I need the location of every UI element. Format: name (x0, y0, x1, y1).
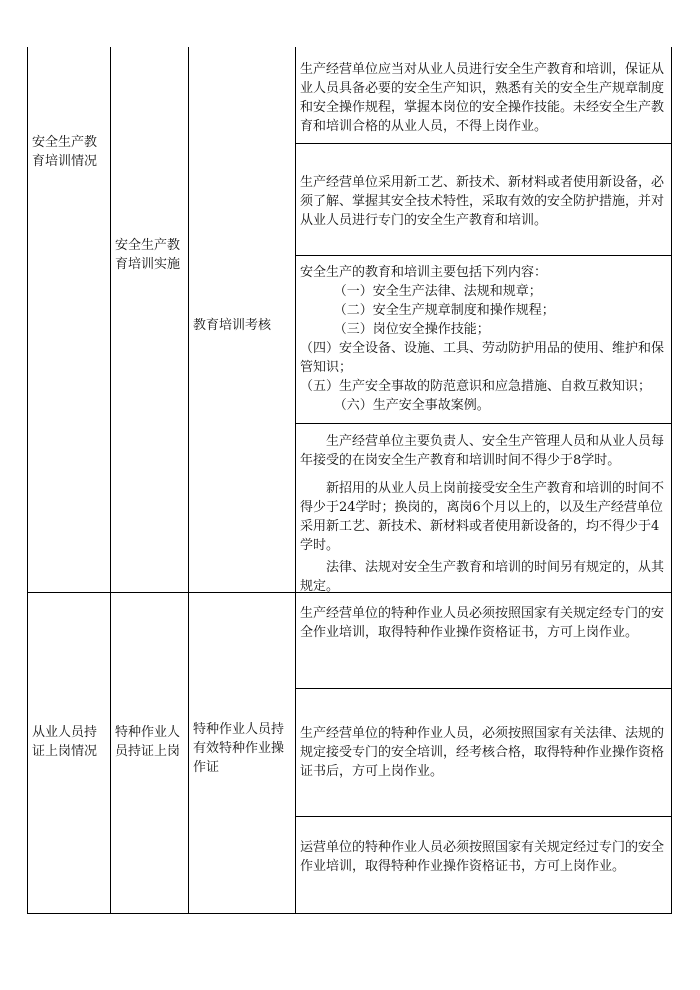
content-paragraph: 新招用的从业人员上岗前接受安全生产教育和培训的时间不得少于24学时；换岗的，离岗6个月以上的，以及生产经营单位采用新工艺、新技术、新材料或者使用新设备的，均不得少于4学时。 (300, 481, 665, 553)
list-item: （五）生产安全事故的防范意识和应急措施、自救互救知识； (300, 379, 652, 394)
content-cell (296, 60, 671, 136)
content-paragraph: 运营单位的特种作业人员必须按照国家有关规定经过专门的安全作业培训，取得特种作业操作资格证书，方可上岗作业。 (300, 840, 665, 874)
content-paragraph: 生产经营单位主要负责人、安全生产管理人员和从业人员每年接受的在岗安全生产教育和培训时间不得少于8学时。 (300, 434, 665, 468)
grid-line (295, 688, 672, 689)
content-cell (296, 432, 671, 596)
grid-line (110, 47, 111, 914)
item-label: 教育培训考核 (193, 317, 272, 333)
content-paragraph: 法律、法规对安全生产教育和培训的时间另有规定的，从其规定。 (300, 560, 665, 594)
subcategory-label: 特种作业人员持证上岗 (115, 725, 181, 759)
list-item: （一）安全生产法律、法规和规章； (333, 284, 542, 299)
list-item: （三）岗位安全操作技能； (333, 322, 490, 337)
content-cell (296, 173, 671, 230)
category-label: 安全生产教育培训情况 (32, 135, 98, 169)
category-label: 从业人员持证上岗情况 (32, 725, 98, 759)
list-item: （六）生产安全事故案例。 (333, 398, 490, 413)
list-item: （四）安全设备、设施、工具、劳动防护用品的使用、维护和保管知识； (300, 341, 665, 375)
item-cell (189, 300, 295, 350)
grid-line (295, 255, 672, 256)
content-paragraph: 生产经营单位采用新工艺、新技术、新材料或者使用新设备，必须了解、掌握其安全技术特性，采取有效的安全防护措施，并对从业人员进行专门的安全生产教育和培训。 (300, 175, 665, 228)
grid-line (295, 143, 672, 144)
category-cell (28, 712, 110, 772)
grid-line (295, 816, 672, 817)
content-cell (296, 263, 671, 415)
subcategory-cell (111, 200, 188, 310)
list-item: （二）安全生产规章制度和操作规程； (333, 303, 555, 318)
content-paragraph: 生产经营单位的特种作业人员必须按照国家有关规定经专门的安全作业培训，取得特种作业操作资格证书，方可上岗作业。 (300, 606, 665, 640)
grid-line (671, 47, 672, 914)
category-cell (28, 47, 110, 257)
content-paragraph: 生产经营单位应当对从业人员进行安全生产教育和培训，保证从业人员具备必要的安全生产知识，熟悉有关的安全生产规章制度和安全操作规程，掌握本岗位的安全操作技能。未经安全生产教育和培训合格的从业人员，不得上岗作业。 (300, 62, 665, 134)
content-paragraph: 生产经营单位的特种作业人员，必须按照国家有关法律、法规的规定接受专门的安全培训，经考核合格，取得特种作业操作资格证书后，方可上岗作业。 (300, 726, 665, 779)
content-cell (296, 604, 671, 642)
list-intro: 安全生产的教育和培训主要包括下列内容： (300, 265, 548, 280)
subcategory-label: 安全生产教育培训实施 (115, 238, 181, 272)
subcategory-cell (111, 712, 188, 772)
content-cell (296, 724, 671, 781)
content-cell (296, 838, 671, 876)
item-label: 特种作业人员持有效特种作业操作证 (193, 721, 285, 775)
grid-line (295, 423, 672, 424)
grid-line (27, 913, 672, 914)
item-cell (189, 708, 295, 788)
